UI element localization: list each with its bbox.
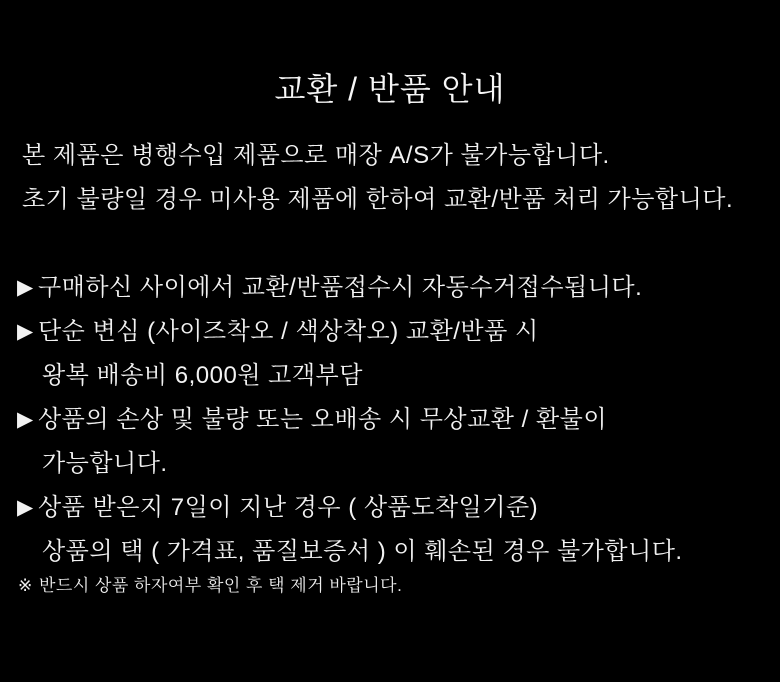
reference-mark-icon: ※ [18, 576, 33, 595]
triangle-bullet-icon: ▶ [17, 408, 34, 431]
triangle-bullet-icon: ▶ [17, 496, 34, 519]
intro-line-1: 본 제품은 병행수입 제품으로 매장 A/S가 불가능합니다. [22, 142, 610, 169]
list-item-text-continued: 가능합니다. [42, 450, 168, 477]
triangle-bullet-icon: ▶ [17, 276, 34, 299]
list-item-defect-free-exchange [17, 398, 770, 486]
triangle-bullet-icon: ▶ [17, 320, 34, 343]
list-item-text: 단순 변심 (사이즈착오 / 색상착오) 교환/반품 시 [38, 318, 539, 345]
footnote-text: 반드시 상품 하자여부 확인 후 택 제거 바랍니다. [38, 576, 403, 595]
list-item-text-continued: 왕복 배송비 6,000원 고객부담 [42, 362, 363, 389]
list-item-text: 구매하신 사이에서 교환/반품접수시 자동수거접수됩니다. [38, 274, 643, 301]
list-item-text: 상품의 손상 및 불량 또는 오배송 시 무상교환 / 환불이 [38, 406, 608, 433]
page-title: 교환 / 반품 안내 [274, 71, 506, 107]
intro-line-2: 초기 불량일 경우 미사용 제품에 한하여 교환/반품 처리 가능합니다. [22, 186, 734, 213]
policy-list [17, 266, 770, 574]
list-item-pickup [17, 266, 770, 310]
list-item-text-continued: 상품의 택 ( 가격표, 품질보증서 ) 이 훼손된 경우 불가합니다. [42, 538, 683, 565]
intro-paragraph [22, 134, 768, 222]
list-item-change-of-mind [17, 310, 770, 398]
list-item-seven-day-limit [17, 486, 770, 574]
footnote [18, 574, 770, 598]
list-item-text: 상품 받은지 7일이 지난 경우 ( 상품도착일기준) [38, 494, 539, 521]
